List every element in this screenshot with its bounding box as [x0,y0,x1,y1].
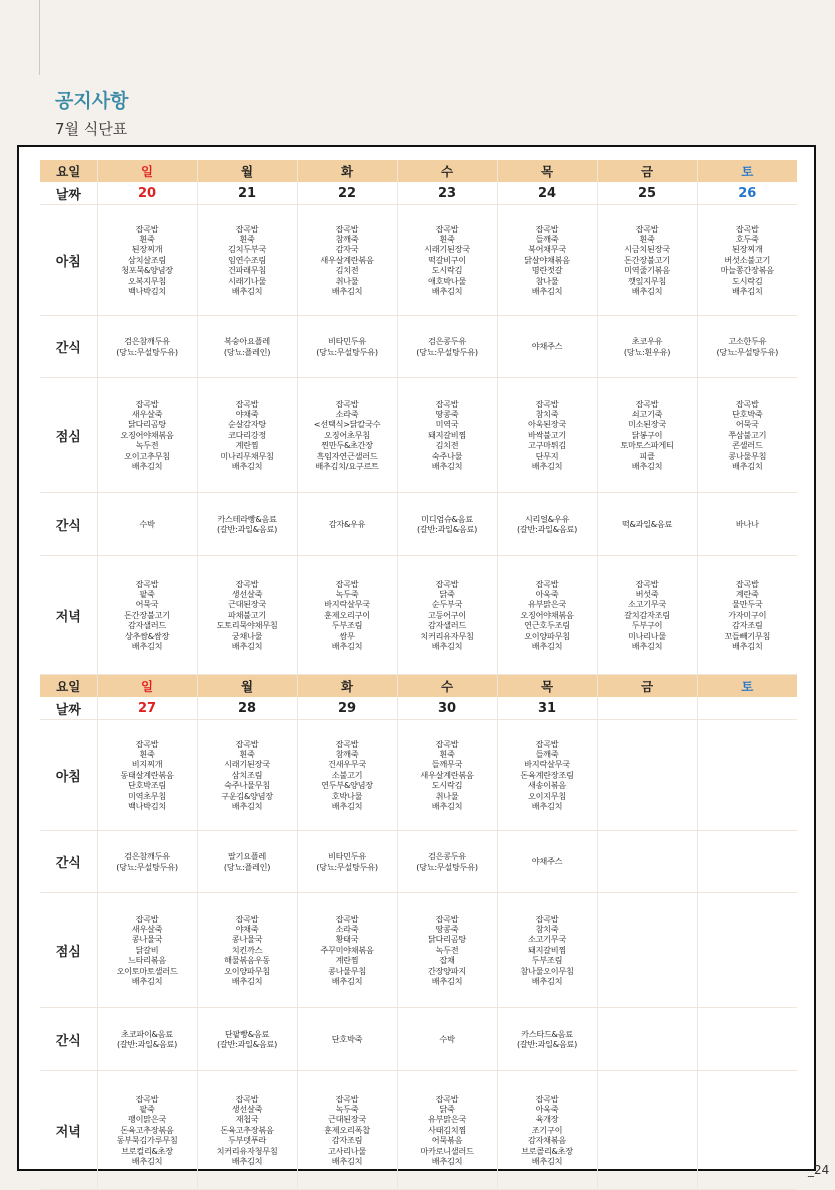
weekday-cell: 화 [297,160,397,182]
menu-cell: 검은콩두유 (당뇨:무설탕두유) [397,316,497,378]
menu-cell: 초코파이&음료 (갈반:과일&음료) [97,1008,197,1071]
menu-cell: 잡곡밥 들깨죽 바지락살무국 돈육계란장조림 새송이볶음 오이지무침 배추김치 [497,720,597,831]
menu-frame [17,145,816,1171]
date-cell: 31 [497,697,597,720]
menu-cell: 잡곡밥 팥죽 팽이맑은국 돈육고추장볶음 동부묵김가루무침 브로컬리&초장 배추김치 [97,1071,197,1190]
menu-cell: 시리얼&우유 (갈반:과일&음료) [497,493,597,556]
menu-cell: 잡곡밥 흰죽 시금치된장국 돈간장불고기 미역줄기볶음 깻잎지무침 배추김치 [597,205,697,316]
meal-label: 점심 [40,893,97,1008]
menu-cell: 잡곡밥 땅콩죽 닭다리곰탕 녹두전 잡채 간장양파지 배추김치 [397,893,497,1008]
meal-row-snack-am [40,316,797,378]
menu-cell [597,720,697,831]
meal-row-snack-pm [40,493,797,556]
menu-cell: 잡곡밥 땅콩죽 미역국 돼지갈비찜 김치전 숙주나물 배추김치 [397,378,497,493]
row-label: 요일 [40,160,97,182]
weekday-cell: 목 [497,675,597,698]
row-label: 날짜 [40,182,97,205]
weekday-cell: 일 [97,160,197,182]
menu-cell: 잡곡밥 생선살죽 근대된장국 파채불고기 도토리묵야채무침 궁채나물 배추김치 [197,556,297,675]
meal-label: 아침 [40,720,97,831]
menu-cell: 잡곡밥 계란죽 물만두국 가자미구이 감자조림 꼬들빼기무침 배추김치 [697,556,797,675]
meal-label: 간식 [40,831,97,893]
weekday-cell: 월 [197,160,297,182]
menu-cell: 잡곡밥 버섯죽 소고기무국 갈치감자조림 두부구이 미나리나물 배추김치 [597,556,697,675]
menu-cell [697,893,797,1008]
menu-cell: 잡곡밥 팥죽 어묵국 돈간장불고기 감자샐러드 상추쌈&쌈장 배추김치 [97,556,197,675]
date-cell: 27 [97,697,197,720]
meal-label: 간식 [40,1008,97,1071]
menu-cell: 검은참깨두유 (당뇨:무설탕두유) [97,316,197,378]
menu-cell [697,831,797,893]
menu-cell: 단팥빵&음료 (갈반:과일&음료) [197,1008,297,1071]
weekday-header-row [40,675,797,698]
date-cell: 20 [97,182,197,205]
menu-cell: 고소한두유 (당뇨:무설탕두유) [697,316,797,378]
menu-cell [597,1008,697,1071]
meal-label: 저녁 [40,556,97,675]
date-cell: 29 [297,697,397,720]
date-cell: 28 [197,697,297,720]
menu-cell: 잡곡밥 흰죽 시래기된장국 떡갈비구이 도시락김 애호박나물 배추김치 [397,205,497,316]
header-rule [39,0,40,75]
menu-cell: 잡곡밥 아욱죽 육개장 조기구이 감자채볶음 브로콜리&초장 배추김치 [497,1071,597,1190]
meal-label: 점심 [40,378,97,493]
page-subtitle: 7월 식단표 [55,120,128,138]
weekday-cell: 일 [97,675,197,698]
menu-cell: 복숭아요플레 (당뇨:플레인) [197,316,297,378]
date-row [40,697,797,720]
weekday-cell: 수 [397,160,497,182]
menu-cell: 잡곡밥 쇠고기죽 미소된장국 닭봉구이 토마토스파게티 피클 배추김치 [597,378,697,493]
meal-row-lunch [40,893,797,1008]
date-row [40,182,797,205]
menu-cell: 잡곡밥 참치죽 소고기무국 돼지갈비찜 두부조림 참나물오이무침 배추김치 [497,893,597,1008]
menu-cell: 잡곡밥 흰죽 김치두부국 임연수조림 건파래무침 시래기나물 배추김치 [197,205,297,316]
menu-cell: 잡곡밥 흰죽 된장찌개 삼치살조림 청포묵&양념장 오복지무침 백나박김치 [97,205,197,316]
menu-cell: 바나나 [697,493,797,556]
meal-label: 간식 [40,493,97,556]
menu-cell: 잡곡밥 야채죽 콩나물국 치킨까스 해물볶음우동 오이양파무침 배추김치 [197,893,297,1008]
meal-row-breakfast [40,720,797,831]
menu-cell: 잡곡밥 닭죽 순두부국 고등어구이 감자샐러드 치커리유자무침 배추김치 [397,556,497,675]
weekday-cell: 토 [697,160,797,182]
menu-cell [697,1071,797,1190]
meal-label: 저녁 [40,1071,97,1190]
menu-cell: 잡곡밥 호두죽 된장찌개 버섯소불고기 마늘쫑간장볶음 도시락김 배추김치 [697,205,797,316]
date-cell: 21 [197,182,297,205]
date-cell: 22 [297,182,397,205]
menu-cell [697,1008,797,1071]
menu-cell: 딸기요플레 (당뇨:플레인) [197,831,297,893]
menu-cell: 잡곡밥 흰죽 시래기된장국 삼치조림 숙주나물무침 구운김&양념장 배추김치 [197,720,297,831]
meal-label: 아침 [40,205,97,316]
date-cell: 24 [497,182,597,205]
menu-cell: 잡곡밥 참치죽 아욱된장국 바싹불고기 고구마튀김 단무지 배추김치 [497,378,597,493]
menu-cell: 잡곡밥 참깨죽 건새우무국 소불고기 연두부&양념장 호박나물 배추김치 [297,720,397,831]
row-label: 날짜 [40,697,97,720]
menu-cell: 잡곡밥 녹두죽 근대된장국 훈제오리폭찹 감자조림 고사리나물 배추김치 [297,1071,397,1190]
page-number: _24 [808,1163,830,1177]
date-cell: 25 [597,182,697,205]
menu-cell: 잡곡밥 소라죽 <선택식>닭칼국수 오징어초무침 찐만두&초간장 흑임자연근샐러드 배추김치/요구르트 [297,378,397,493]
meal-row-breakfast [40,205,797,316]
weekday-cell: 금 [597,675,697,698]
menu-cell: 카스테라빵&음료 (갈반:과일&음료) [197,493,297,556]
menu-cell: 검은참깨두유 (당뇨:무설탕두유) [97,831,197,893]
meal-row-lunch [40,378,797,493]
menu-cell: 잡곡밥 새우살죽 닭다리곰탕 오징어야채볶음 녹두전 오이고추무침 배추김치 [97,378,197,493]
weekday-header-row [40,160,797,182]
menu-cell [597,893,697,1008]
date-cell [597,697,697,720]
menu-cell: 수박 [97,493,197,556]
page-title: 공지사항 [55,90,129,112]
menu-cell: 검은콩두유 (당뇨:무설탕두유) [397,831,497,893]
menu-cell: 초코우유 (당뇨:흰우유) [597,316,697,378]
menu-cell: 비타민두유 (당뇨:무설탕두유) [297,831,397,893]
menu-cell: 수박 [397,1008,497,1071]
menu-cell: 잡곡밥 참깨죽 감자국 새우살계란볶음 김치전 취나물 배추김치 [297,205,397,316]
menu-cell: 잡곡밥 야채죽 순살감자탕 코다리강정 계란찜 미나리무채무침 배추김치 [197,378,297,493]
weekday-cell: 수 [397,675,497,698]
menu-cell [697,720,797,831]
menu-cell: 잡곡밥 닭죽 유부맑은국 사태김치찜 어묵볶음 마카로니샐러드 배추김치 [397,1071,497,1190]
menu-cell: 잡곡밥 단호박죽 어묵국 쭈삼불고기 콘샐러드 콩나물무침 배추김치 [697,378,797,493]
weekday-cell: 목 [497,160,597,182]
date-cell: 30 [397,697,497,720]
menu-cell: 카스타드&음료 (갈반:과일&음료) [497,1008,597,1071]
date-cell [697,697,797,720]
date-cell: 26 [697,182,797,205]
menu-cell: 잡곡밥 새우살죽 콩나물국 닭갈비 느타리볶음 오이토마토샐러드 배추김치 [97,893,197,1008]
menu-cell: 미디엄슈&음료 (갈반:과일&음료) [397,493,497,556]
weekday-cell: 금 [597,160,697,182]
menu-cell: 감자&우유 [297,493,397,556]
menu-cell: 야채주스 [497,831,597,893]
menu-cell [597,831,697,893]
meal-label: 간식 [40,316,97,378]
menu-cell: 잡곡밥 들깨죽 북어채무국 닭살야채볶음 명란젓갈 참나물 배추김치 [497,205,597,316]
row-label: 요일 [40,675,97,698]
weekday-cell: 월 [197,675,297,698]
menu-cell: 잡곡밥 아욱죽 유부맑은국 오징어야채볶음 연근호두조림 오이양파무침 배추김치 [497,556,597,675]
meal-row-snack-am [40,831,797,893]
menu-cell [597,1071,697,1190]
menu-cell: 단호박죽 [297,1008,397,1071]
menu-cell: 잡곡밥 흰죽 비지찌개 동태살계란볶음 단호박조림 미역초무침 백나박김치 [97,720,197,831]
meal-row-snack-pm [40,1008,797,1071]
menu-cell: 비타민두유 (당뇨:무설탕두유) [297,316,397,378]
menu-cell: 잡곡밥 녹두죽 바지락살무국 훈제오리구이 두부조림 쌈무 배추김치 [297,556,397,675]
menu-cell: 잡곡밥 흰죽 들깨무국 새우살계란볶음 도시락김 취나물 배추김치 [397,720,497,831]
menu-cell: 잡곡밥 생선살죽 재첩국 돈육고추장볶음 두부뎃푸라 치커리유자청무침 배추김치 [197,1071,297,1190]
weekday-cell: 화 [297,675,397,698]
menu-cell: 잡곡밥 소라죽 황태국 주꾸미야채볶음 계란찜 콩나물무침 배추김치 [297,893,397,1008]
date-cell: 23 [397,182,497,205]
weekday-cell: 토 [697,675,797,698]
menu-cell: 야채주스 [497,316,597,378]
menu-cell: 떡&과일&음료 [597,493,697,556]
menu-table [40,160,797,1190]
meal-row-dinner [40,556,797,675]
meal-row-dinner [40,1071,797,1190]
